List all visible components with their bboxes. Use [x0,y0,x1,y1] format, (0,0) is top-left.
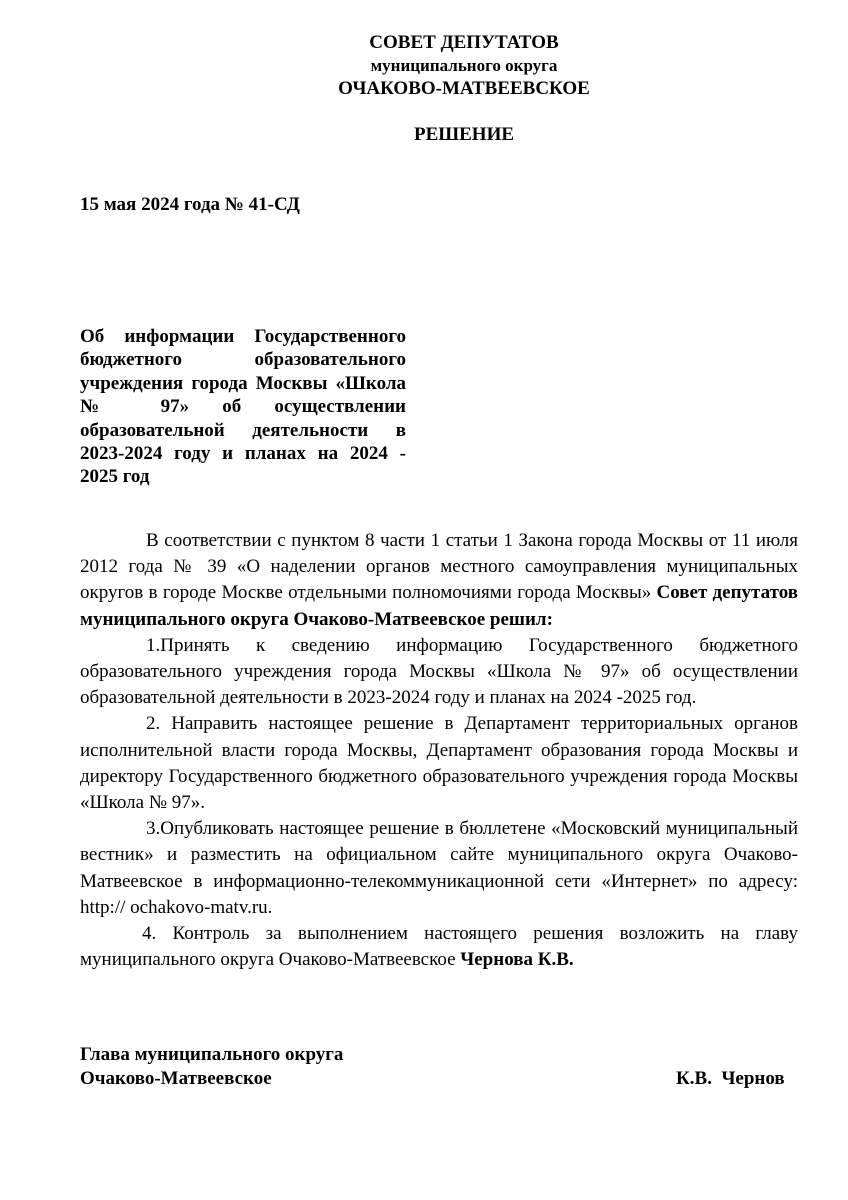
item-4 [80,921,798,973]
signatory-position-line1: Глава муниципального округа [80,1044,344,1065]
item-4-text: 4. Контроль за выполнением настоящего решения возложить на главу муниципального округа Очаково-Матвеевское [80,923,798,971]
item-4-name: Чернова К.В. [460,949,574,971]
council-subtitle: муниципального округа [370,56,558,75]
preamble-paragraph [80,528,798,633]
item-1: 1.Принять к сведению информацию Государственного бюджетного образовательного учреждения города Москвы «Школа № 97» об осуществлении образовательной деятельности в 2023-2024 году и планах на 2024 -2025 год. [80,634,798,709]
preamble-text: В соответствии с пунктом 8 части 1 статьи 1 Закона города Москвы от 11 июля 2012 года № 39 «О наделении органов местного самоуправления муниципальных округов в городе Москве отдельными полномочиями города Москвы» [80,530,798,604]
council-title: СОВЕТ ДЕПУТАТОВ [369,32,559,53]
decision-subject: Об информации Государственного бюджетного образовательного учреждения города Москвы «Школа № 97» об осуществлении образовательной деятельности в 2023-2024 году и планах на 2024 - 2025 год [80,326,406,488]
item-2: 2. Направить настоящее решение в Департамент территориальных органов исполнительной власти города Москвы, Департамент образования города Москвы и директору Государственного бюджетного образовательного учреждения города Москвы «Школа № 97». [80,713,798,814]
document-type: РЕШЕНИЕ [413,124,515,145]
signatory-name: К.В. Чернов [676,1068,785,1089]
date-and-number: 15 мая 2024 года № 41-СД [80,194,300,215]
signatory-position-line2: Очаково-Матвеевское [80,1068,272,1089]
decision-body [80,528,798,973]
preamble-resolution: Совет депутатов муниципального округа Очаково-Матвеевское решил: [80,582,798,630]
district-name: ОЧАКОВО-МАТВЕЕВСКОЕ [338,78,590,99]
signatory-position [80,1043,343,1091]
item-3: 3.Опубликовать настоящее решение в бюллетене «Московский муниципальный вестник» и разместить на официальном сайте муниципального округа Очаково-Матвеевское в информационно-телекоммуникационной сети «Интернет» по адресу: http:// ochakovo-matv.ru. [80,818,798,918]
